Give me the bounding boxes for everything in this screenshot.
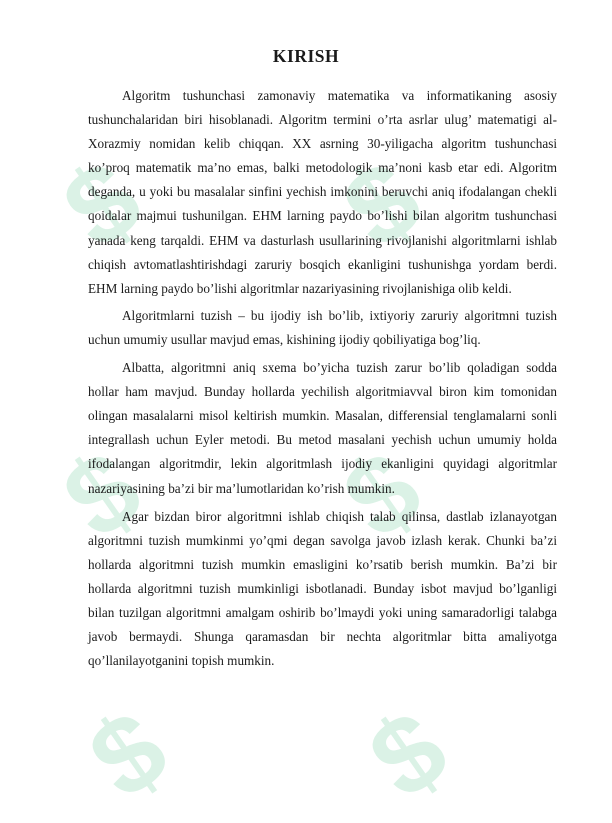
watermark-logo-icon: $	[321, 426, 443, 563]
paragraph: Algoritmlarni tuzish – bu ijodiy ish bo’lib, ixtiyoriy zaruriy algoritmni tuzish uchun umumiy usullar mavjud emas, kishining ijodiy qobiliyatiga bog’liq.	[88, 307, 557, 347]
watermark-logo-icon: $	[41, 136, 163, 273]
document-title: KIRISH	[272, 46, 340, 66]
document-body	[88, 84, 557, 673]
watermark-logo-icon: $	[321, 136, 443, 273]
watermark-logo-icon: $	[67, 686, 189, 823]
paragraph: Albatta, algoritmni aniq sxema bo’yicha tuzish zarur bo’lib qoladigan sodda hollar ham mavjud. Bunday hollarda yechilish algoritmiavval biron kim tomonidan olingan masalalarni misol keltirish mumkin. Masalan, differensial tenglamalarni sonli integrallash uchun Eyler metodi. Bu metod masalani yechish uchun umumiy holda ifodalangan algoritmdir, lekin algoritmlash ijodiy ekanligini quyidagi algoritmlar nazariyasining ba’zi bir ma’lumotlaridan ko’rish mumkin.	[88, 360, 557, 496]
watermark-logo-icon: $	[41, 426, 163, 563]
paragraph: Agar bizdan biror algoritmni ishlab chiqish talab qilinsa, dastlab izlanayotgan algoritmni tuzish mumkinmi yo’qmi degan savolga javob izlash kerak. Chunki ba’zi hollarda algoritmni tuzish mumkin emasligini ko’rsatib berish mumkin. Ba’zi bir hollarda algoritmni tuzish mumkinligi isbotlanadi. Bunday isbot mavjud bo’lganligi bilan tuzilgan algoritmni amalgam oshirib bo’lmaydi yoki uning samaradorligi talabga javob bermaydi. Shunga qaramasdan bir nechta algoritmlar bitta amaliyotga qo’llanilayotganini topish mumkin.	[88, 508, 557, 669]
paragraph: Algoritm tushunchasi zamonaviy matematika va informatikaning asosiy tushunchalaridan biri hisoblanadi. Algoritm termini o’rta asrlar ulug’ matematigi al-Xorazmiy nomidan kelib chiqqan. XX asrning 30-yiligacha algoritm tushunchasi ko’proq matematik ma’no emas, balki metodologik ma’noni kasb etar edi. Algoritm deganda, u yoki bu masalalar sinfini yechish imkonini beruvchi aniq ifodalangan chekli qoidalar majmui tushunilgan. EHM larning paydo bo’lishi bilan algoritm tushunchasi yanada keng tarqaldi. EHM va dasturlash usullarining rivojlanishi algoritmlarni ishlab chiqish avtomatlashtirishdagi zaruriy bosqich ekanligini tushunishga yordam berdi. EHM larning paydo bo’lishi algoritmlar nazariyasining rivojlanishiga olib keldi.	[88, 88, 557, 296]
watermark-logo-icon: $	[347, 686, 469, 823]
